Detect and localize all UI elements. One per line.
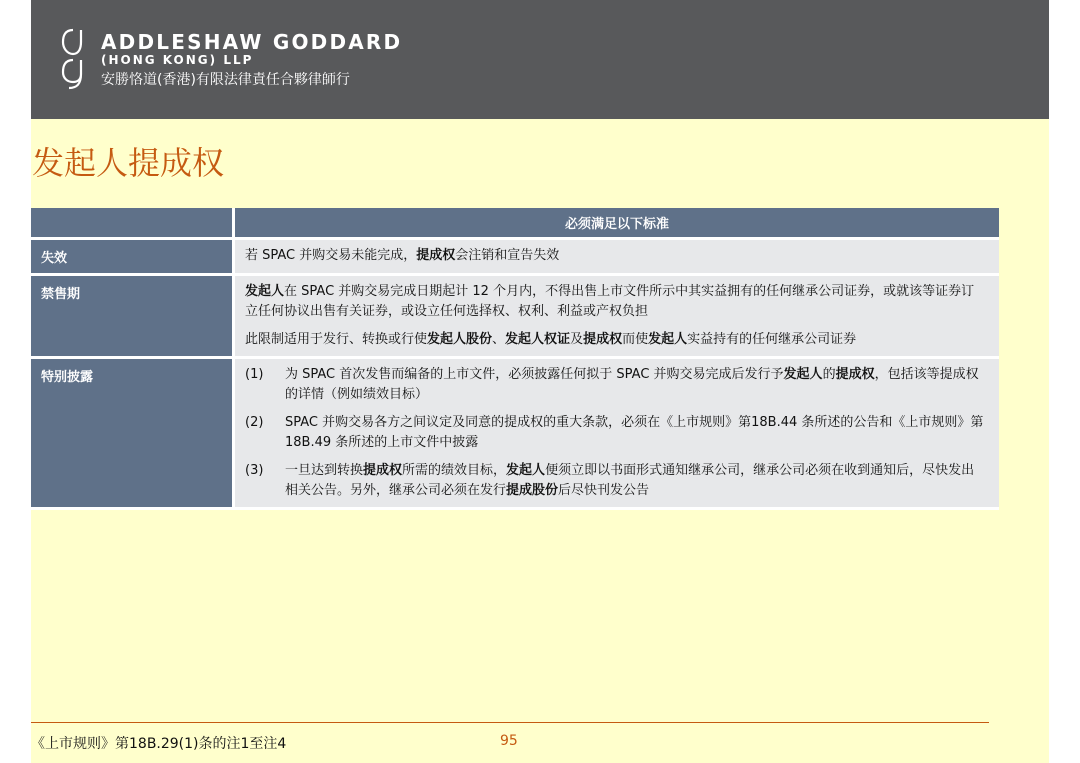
content-paragraph [245,246,985,266]
text-run: 而使 [622,332,649,347]
item-number: (3) [245,463,264,478]
bold-term: 发起人 [783,367,823,382]
bold-term: 发起人 [648,332,688,347]
numbered-item [245,365,985,405]
footer-reference: 《上市规则》第18B.29(1)条的注1至注4 [31,736,287,752]
row-label: 特别披露 [31,359,235,510]
page-title: 发起人提成权 [32,144,225,182]
page-number: 95 [500,733,518,749]
content-paragraph [245,330,985,350]
text-run: 若 SPAC 并购交易未能完成， [245,248,417,263]
numbered-item [245,461,985,501]
bold-term: 发起人 [245,284,285,299]
text-run: 后尽快刊发公告 [558,483,650,498]
header-bar [31,0,1049,119]
bold-term: 提成股份 [506,483,559,498]
item-text [285,365,985,405]
text-run: SPAC 并购交易各方之间议定及同意的提成权的重大条款，必须在《上市规则》第18B.44 条所述的公告和《上市规则》第18B.49 条所述的上市文件中披露 [285,415,984,450]
row-content [235,240,999,276]
bold-term: 发起人 [506,463,546,478]
text-run: ，包括该等提成权的详情（例如绩效目标） [285,367,979,402]
header-content-cell: 必须满足以下标准 [235,208,999,240]
text-run: 、 [492,332,506,347]
bold-term: 提成权 [363,463,403,478]
text-run: 在 SPAC 并购交易完成日期起计 12 个月内，不得出售上市文件所示中其实益拥有的任何继承公司证券，或就该等证券订立任何协议出售有关证券，或设立任何选择权、权利、利益或产权负担 [245,284,975,319]
table-header-row [31,208,999,240]
row-content [235,276,999,359]
text-run: 会注销和宣告失效 [455,248,560,263]
content-paragraph [245,282,985,322]
bold-term: 提成权 [416,248,456,263]
bold-term: 发起人股份 [427,332,493,347]
numbered-item [245,413,985,453]
text-run: 此限制适用于发行、转换或行使 [245,332,428,347]
bold-term: 发起人权证 [505,332,571,347]
row-label: 禁售期 [31,276,235,359]
criteria-table [31,208,999,510]
footer-divider [31,722,989,723]
firm-name: ADDLESHAW GODDARD [101,30,403,54]
item-number: (1) [245,367,264,382]
row-content [235,359,999,510]
text-run: 为 SPAC 首次发售而编备的上市文件，必须披露任何拟于 SPAC 并购交易完成后发行予 [285,367,784,382]
firm-chinese-name: 安勝恪道(香港)有限法律責任合夥律師行 [101,72,350,88]
text-run: 便须立即以书面形式通知继承公司，继承公司必须在收到通知后，尽快发出相关公告。另外，继承公司必须在发行 [285,463,975,498]
table-row [31,240,999,276]
text-run: 所需的绩效目标， [402,463,507,478]
item-text [285,461,985,501]
firm-logo-icon [61,26,85,90]
item-number: (2) [245,415,264,430]
header-label-cell [31,208,235,240]
row-label: 失效 [31,240,235,276]
item-text [285,413,985,453]
text-run: 实益持有的任何继承公司证券 [687,332,857,347]
table-row [31,359,999,510]
bold-term: 提成权 [835,367,875,382]
bold-term: 提成权 [583,332,623,347]
text-run: 一旦达到转换 [285,463,364,478]
text-run: 及 [570,332,584,347]
table-row [31,276,999,359]
text-run: 的 [822,367,836,382]
firm-subtitle: (HONG KONG) LLP [101,53,254,67]
